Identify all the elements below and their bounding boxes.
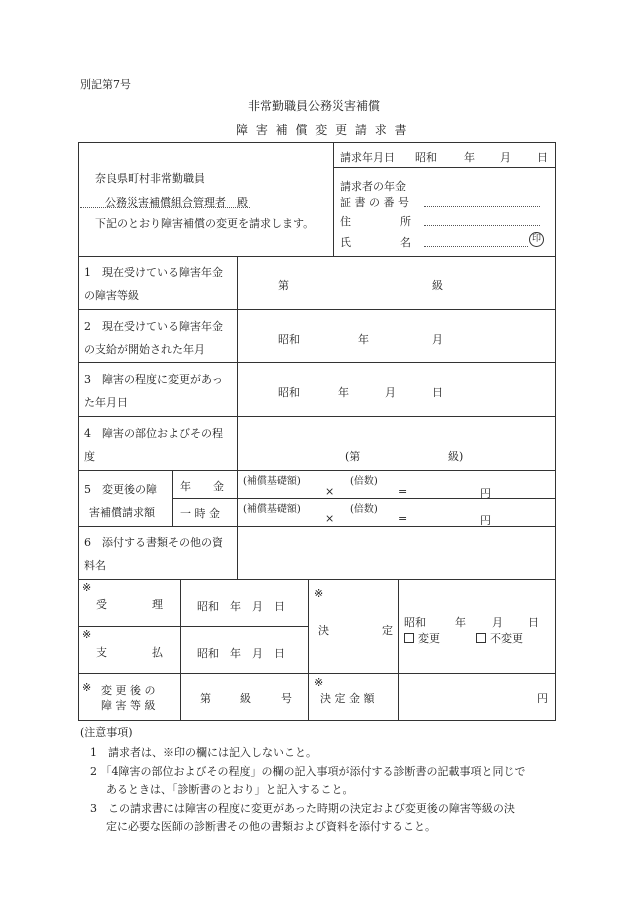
- address-field[interactable]: [424, 225, 540, 226]
- row5-label-line1: 5 変更後の障: [84, 483, 157, 496]
- row4-kyu: 級): [448, 450, 464, 463]
- decision-date-month: 月: [492, 616, 503, 629]
- row1-dai: 第: [278, 279, 289, 292]
- request-statement: 下記のとおり障害補償の変更を請求します。: [95, 217, 315, 230]
- amount-mark: ※: [314, 676, 324, 689]
- row2-label-line1: 2 現在受けている障害年金: [84, 320, 223, 333]
- decision-mark: ※: [314, 587, 324, 600]
- row5-label-line2: 害補償請求額: [89, 506, 155, 519]
- pension-number-label-2: 証 書 の 番 号: [340, 196, 409, 209]
- row3-label-line1: 3 障害の程度に変更があっ: [84, 373, 223, 386]
- row5-lumpsum-label: 一 時 金: [180, 507, 220, 520]
- row2-month: 月: [432, 333, 443, 346]
- note-2-line2: あるときは、「診断書のとおり」と記入すること。: [106, 783, 354, 796]
- row1-kyu: 級: [432, 279, 443, 292]
- row3-era: 昭和: [278, 386, 300, 399]
- payment-mark: ※: [82, 628, 92, 641]
- row5-pension-yen: 円: [480, 487, 491, 500]
- change-option[interactable]: [404, 630, 440, 646]
- notes-heading: (注意事項): [80, 726, 133, 739]
- payment-label-2: 払: [152, 646, 163, 659]
- addressee-line1: 奈良県町村非常勤職員: [95, 172, 205, 185]
- row3-year: 年: [338, 386, 349, 399]
- note-3-line1: 3 この請求書には障害の程度に変更があった時期の決定および変更後の障害等級の決: [90, 802, 515, 815]
- row3-day: 日: [432, 386, 443, 399]
- change-checkbox[interactable]: [404, 633, 414, 643]
- seal-mark: 印: [529, 232, 544, 247]
- grade-mark: ※: [82, 681, 92, 694]
- grade-dai: 第: [200, 692, 211, 705]
- row5-pension-multiplier-label: (倍数): [350, 476, 378, 487]
- row2-label-line2: の支給が開始された年月: [84, 343, 205, 356]
- address-label-1: 住: [340, 215, 351, 228]
- no-change-label: 不変更: [490, 632, 523, 645]
- note-2-line1: 2 「4障害の部位およびその程度」の欄の記入事項が添付する診断書の記載事項と同じで: [90, 765, 526, 778]
- decided-amount-yen: 円: [537, 692, 548, 705]
- name-field[interactable]: [424, 246, 528, 247]
- receipt-mark: ※: [82, 581, 92, 594]
- grade-kyu: 級: [240, 692, 251, 705]
- payment-date: 昭和 年 月 日: [197, 647, 285, 660]
- row1-label-line1: 1 現在受けている障害年金: [84, 266, 223, 279]
- row5-pension-label: 年 金: [180, 480, 224, 493]
- row4-dai: (第: [345, 450, 361, 463]
- decision-label-2: 定: [382, 624, 393, 637]
- request-date-month: 月: [500, 151, 511, 164]
- decision-date-era: 昭和: [404, 616, 426, 629]
- row5-pension-base-label: (補償基礎額): [243, 476, 301, 487]
- grade-go: 号: [281, 692, 292, 705]
- row5-lumpsum-times: ×: [325, 512, 335, 525]
- row6-label-line1: 6 添付する書類その他の資: [84, 536, 223, 549]
- row5-lumpsum-multiplier-label: (倍数): [350, 504, 378, 515]
- address-label-2: 所: [400, 215, 411, 228]
- name-label-1: 氏: [340, 236, 351, 249]
- receipt-label-2: 理: [152, 598, 163, 611]
- decision-label-1: 決: [318, 624, 329, 637]
- row5-lumpsum-equals: =: [398, 512, 408, 525]
- row5-pension-equals: =: [398, 485, 408, 498]
- decision-date-year: 年: [455, 616, 466, 629]
- note-1: 1 請求者は、※印の欄には記入しないこと。: [90, 746, 317, 759]
- request-date-day: 日: [537, 151, 548, 164]
- row5-lumpsum-base-label: (補償基礎額): [243, 504, 301, 515]
- name-label-2: 名: [400, 236, 411, 249]
- row2-era: 昭和: [278, 333, 300, 346]
- row4-label-line1: 4 障害の部位およびその程: [84, 427, 223, 440]
- row5-pension-times: ×: [325, 485, 335, 498]
- receipt-date: 昭和 年 月 日: [197, 600, 285, 613]
- pension-number-field[interactable]: [424, 206, 540, 207]
- form-number: 別記第7号: [80, 78, 131, 91]
- form-title: 障 害 補 償 変 更 請 求 書: [236, 123, 409, 137]
- row3-label-line2: た年月日: [84, 396, 128, 409]
- decision-date-day: 日: [528, 616, 539, 629]
- row5-lumpsum-yen: 円: [480, 514, 491, 527]
- row2-year: 年: [358, 333, 369, 346]
- grade-label-2: 障 害 等 級: [101, 699, 156, 712]
- no-change-option[interactable]: [476, 630, 523, 646]
- payment-label-1: 支: [96, 646, 107, 659]
- row6-label-line2: 料名: [84, 559, 106, 572]
- request-date-label: 請求年月日: [340, 151, 395, 164]
- pension-number-label-1: 請求者の年金: [340, 180, 406, 193]
- form-subtitle: 非常勤職員公務災害補償: [248, 99, 381, 113]
- row3-month: 月: [385, 386, 396, 399]
- request-date-era: 昭和: [415, 151, 437, 164]
- note-3-line2: 定に必要な医師の診断書その他の書類および資料を添付すること。: [106, 820, 436, 833]
- no-change-checkbox[interactable]: [476, 633, 486, 643]
- row1-label-line2: の障害等級: [84, 289, 139, 302]
- addressee-line2: 公務災害補償組合管理者 殿: [105, 196, 248, 209]
- decided-amount-label: 決 定 金 額: [320, 692, 375, 705]
- receipt-label-1: 受: [96, 598, 107, 611]
- grade-label-1: 変 更 後 の: [101, 684, 156, 697]
- change-label: 変更: [418, 632, 440, 645]
- row4-label-line2: 度: [84, 450, 95, 463]
- request-date-year: 年: [464, 151, 475, 164]
